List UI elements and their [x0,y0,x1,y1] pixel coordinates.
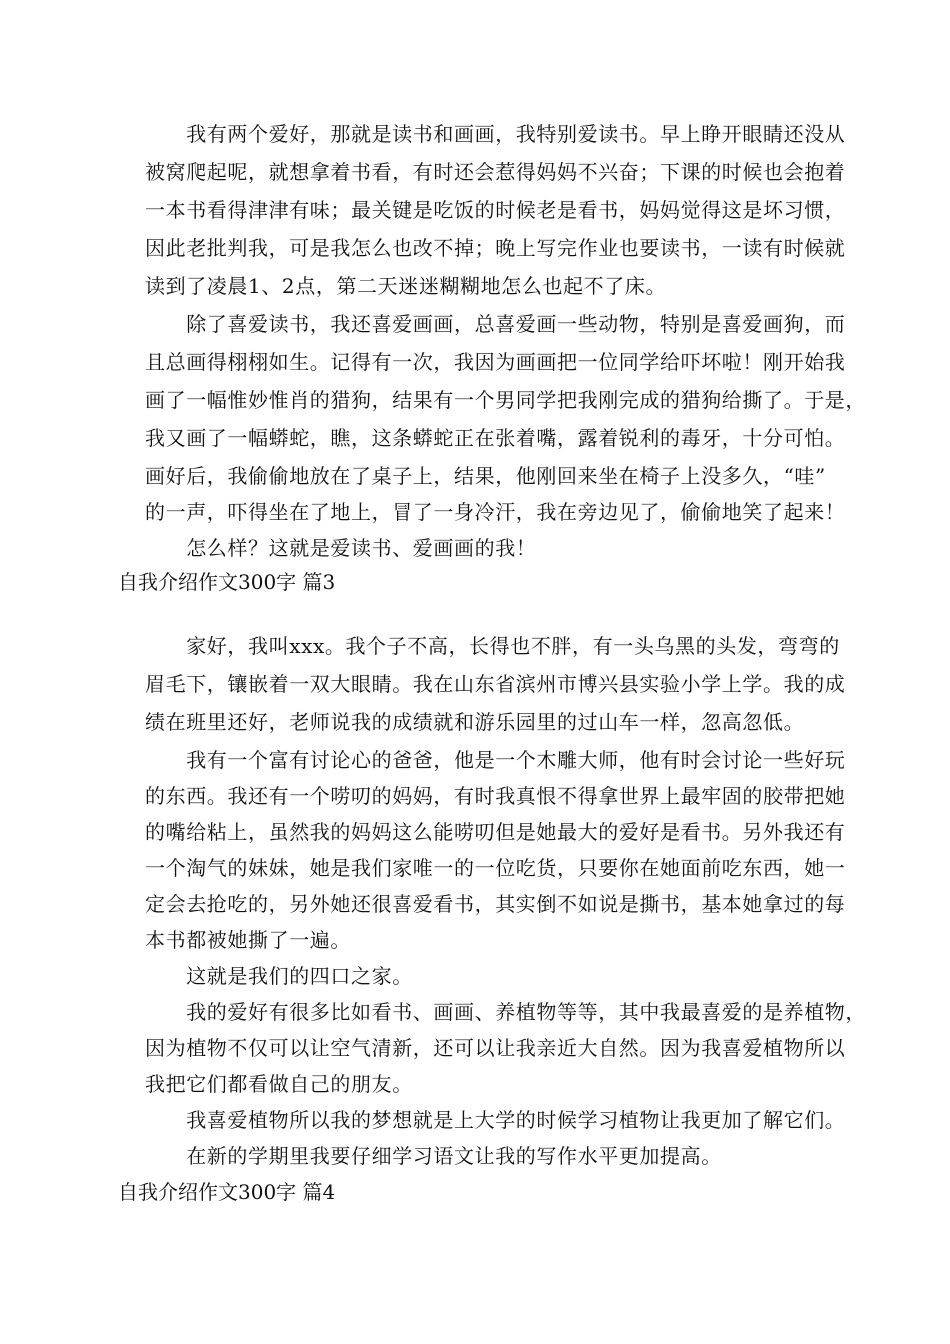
paragraph-line: 画好后，我偷偷地放在了桌子上，结果，他刚回来坐在椅子上没多久，“哇” [145,464,826,488]
section-heading-4: 自我介绍作文300字 篇4 [118,1180,336,1204]
paragraph-line: 的东西。我还有一个唠叨的妈妈，有时我真恨不得拿世界上最牢固的胶带把她 [145,784,846,808]
paragraph-line: 绩在班里还好，老师说我的成绩就和游乐园里的过山车一样，忽高忽低。 [145,710,805,734]
paragraph-line: 本书都被她撕了一遍。 [145,928,351,952]
paragraph-line: 被窝爬起呢，就想拿着书看，有时还会惹得妈妈不兴奋；下课的时候也会抱着 [145,160,846,184]
paragraph-line: 且总画得栩栩如生。记得有一次，我因为画画把一位同学给吓坏啦！刚开始我 [145,350,846,374]
paragraph-line: 我喜爱植物所以我的梦想就是上大学的时候学习植物让我更加了解它们。 [145,1108,846,1132]
paragraph-line: 一本书看得津津有味；最关键是吃饭的时候老是看书，妈妈觉得这是坏习惯， [145,198,846,222]
paragraph-line: 眉毛下，镶嵌着一双大眼睛。我在山东省滨州市博兴县实验小学上学。我的成 [145,672,846,696]
paragraph-line: 读到了凌晨1、2点，第二天迷迷糊糊地怎么也起不了床。 [145,274,667,298]
paragraph-line: 因此老批判我，可是我怎么也改不掉；晚上写完作业也要读书，一读有时候就 [145,236,846,260]
paragraph-line: 我有一个富有讨论心的爸爸，他是一个木雕大师，他有时会讨论一些好玩 [145,748,846,772]
paragraph-line: 我把它们都看做自己的朋友。 [145,1072,413,1096]
paragraph-line: 怎么样？这就是爱读书、爱画画的我！ [145,536,537,560]
paragraph-line: 这就是我们的四口之家。 [145,964,413,988]
paragraph-line: 在新的学期里我要仔细学习语文让我的写作水平更加提高。 [145,1144,722,1168]
paragraph-line: 我的爱好有很多比如看书、画画、养植物等等，其中我最喜爱的是养植物， [145,1000,866,1024]
paragraph-line: 一个淘气的妹妹，她是我们家唯一的一位吃货，只要你在她面前吃东西，她一 [145,856,846,880]
paragraph-line: 因为植物不仅可以让空气清新，还可以让我亲近大自然。因为我喜爱植物所以 [145,1036,846,1060]
section-heading-3: 自我介绍作文300字 篇3 [118,570,336,594]
paragraph-line: 我又画了一幅蟒蛇，瞧，这条蟒蛇正在张着嘴，露着锐利的毒牙，十分可怕。 [145,426,846,450]
paragraph-line: 画了一幅惟妙惟肖的猎狗，结果有一个男同学把我刚完成的猎狗给撕了。于是， [145,388,866,412]
paragraph-line: 定会去抢吃的，另外她还很喜爱看书，其实倒不如说是撕书，基本她拿过的每 [145,892,846,916]
paragraph-line: 的一声，吓得坐在了地上，冒了一身冷汗，我在旁边见了，偷偷地笑了起来！ [145,500,846,524]
paragraph-line: 家好，我叫xxx。我个子不高，长得也不胖，有一头乌黑的头发，弯弯的 [145,634,840,658]
paragraph-line: 的嘴给粘上，虽然我的妈妈这么能唠叨但是她最大的爱好是看书。另外我还有 [145,820,846,844]
paragraph-line: 我有两个爱好，那就是读书和画画，我特别爱读书。早上睁开眼睛还没从 [145,122,846,146]
paragraph-line: 除了喜爱读书，我还喜爱画画，总喜爱画一些动物，特别是喜爱画狗，而 [145,312,846,336]
